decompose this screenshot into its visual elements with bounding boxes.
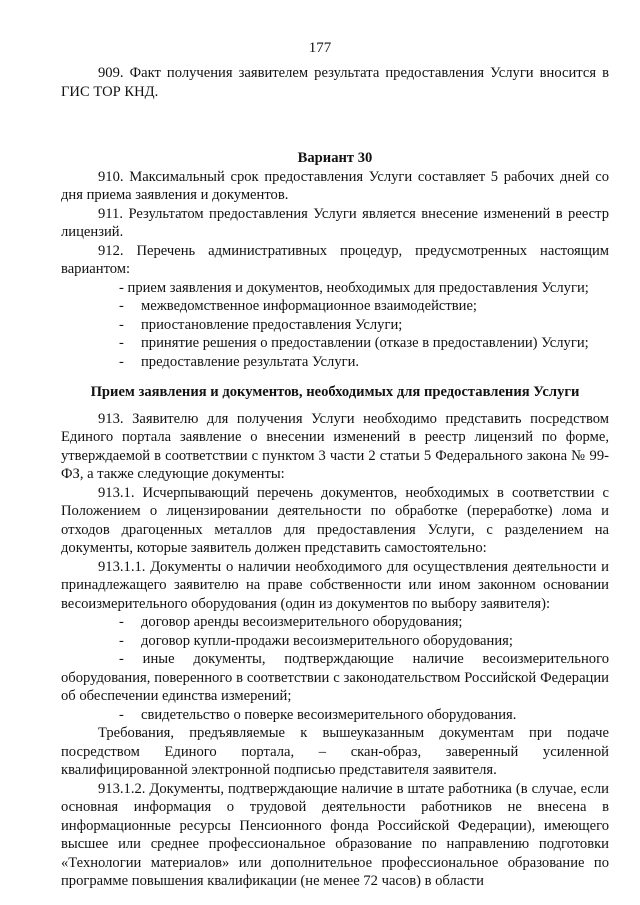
bullet-dash: -	[119, 614, 124, 630]
bullet-text: предоставление результата Услуги.	[141, 353, 360, 370]
page-number: 177	[308, 40, 332, 56]
bullet-text: договор аренды весоизмерительного оборудования;	[141, 614, 463, 630]
paragraph-p913_1_1: 913.1.1. Документы о наличии необходимого для осуществления деятельности и принадлежащего заявителю на праве собственности или ином законном основании весоизмерительного оборудования (один из документов по выбору заявителя):	[61, 558, 609, 612]
bullet-dash: -	[119, 316, 124, 333]
paragraph-p913_1: 913.1. Исчерпывающий перечень документов, необходимых в соответствии с Положением о лицензировании деятельности по обработке (переработке) лома и отходов драгоценных металлов для предоставления Услуги, с разделением на документы, которые заявитель должен представить самостоятельно:	[61, 484, 609, 556]
bullet-item: - прием заявления и документов, необходимых для предоставления Услуги;	[119, 279, 589, 296]
paragraph-p912: 912. Перечень административных процедур, предусмотренных настоящим вариантом:	[61, 242, 609, 277]
bullet-text: приостановление предоставления Услуги;	[141, 316, 403, 333]
section-heading: Вариант 30	[297, 150, 373, 166]
subsection-heading: Прием заявления и документов, необходимых для предоставления Услуги	[90, 384, 580, 400]
bullet-text: договор купли-продажи весоизмерительного оборудования;	[141, 632, 513, 649]
paragraph-p913_1_2: 913.1.2. Документы, подтверждающие наличие в штате работника (в случае, если основная информация о трудовой деятельности работников не внесена в информационные ресурсы Пенсионного фонда Российской Федерации), имеющего высшее или среднее профессиональное образование по направлению подготовки «Технологии материалов» или дополнительное профессиональное образование по программе повышения квалификации (не менее 72 часов) в области	[61, 780, 609, 889]
bullet-item	[61, 353, 609, 372]
paragraph-p911: 911. Результатом предоставления Услуги является внесение изменений в реестр лицензий.	[61, 205, 609, 240]
bullet-dash: -	[119, 706, 124, 723]
bullet-dash: -	[119, 335, 124, 351]
bullet-item	[61, 334, 609, 353]
bullet-dash: -	[119, 353, 124, 370]
bullet-item	[61, 297, 609, 316]
bullet-text: принятие решения о предоставлении (отказе в предоставлении) Услуги;	[141, 335, 589, 351]
paragraph-p913: 913. Заявителю для получения Услуги необходимо представить посредством Единого портала заявление о внесении изменений в реестр лицензий по форме, утверждаемой в соответствии с пунктом 3 части 2 статьи 5 Федерального закона № 99-ФЗ, а также следующие документы:	[61, 410, 609, 482]
bullet-item	[61, 706, 609, 725]
document-body	[61, 64, 609, 891]
bullet-text: межведомственное информационное взаимодействие;	[141, 298, 477, 314]
bullet-dash: -	[119, 298, 124, 314]
bullet-item	[61, 613, 609, 632]
bullet-item	[61, 316, 609, 335]
paragraph-p909: 909. Факт получения заявителем результата предоставления Услуги вносится в ГИС ТОР КНД.	[61, 65, 609, 100]
bullet-text: свидетельство о поверке весоизмерительного оборудования.	[141, 706, 517, 723]
bullet-item	[61, 632, 609, 651]
paragraph-p910: 910. Максимальный срок предоставления Услуги составляет 5 рабочих дней со дня приема заявления и документов.	[61, 168, 609, 203]
paragraph-p_treb: Требования, предъявляемые к вышеуказанным документам при подаче посредством Единого портала, – скан-образ, заверенный усиленной квалифицированной электронной подписью представителя заявителя.	[61, 725, 609, 778]
bullet-item: - иные документы, подтверждающие наличие весоизмерительного оборудования, поверенного в соответствии с законодательством Российской Федерации об обеспечении единства измерений;	[61, 651, 609, 704]
bullet-dash: -	[119, 632, 124, 649]
